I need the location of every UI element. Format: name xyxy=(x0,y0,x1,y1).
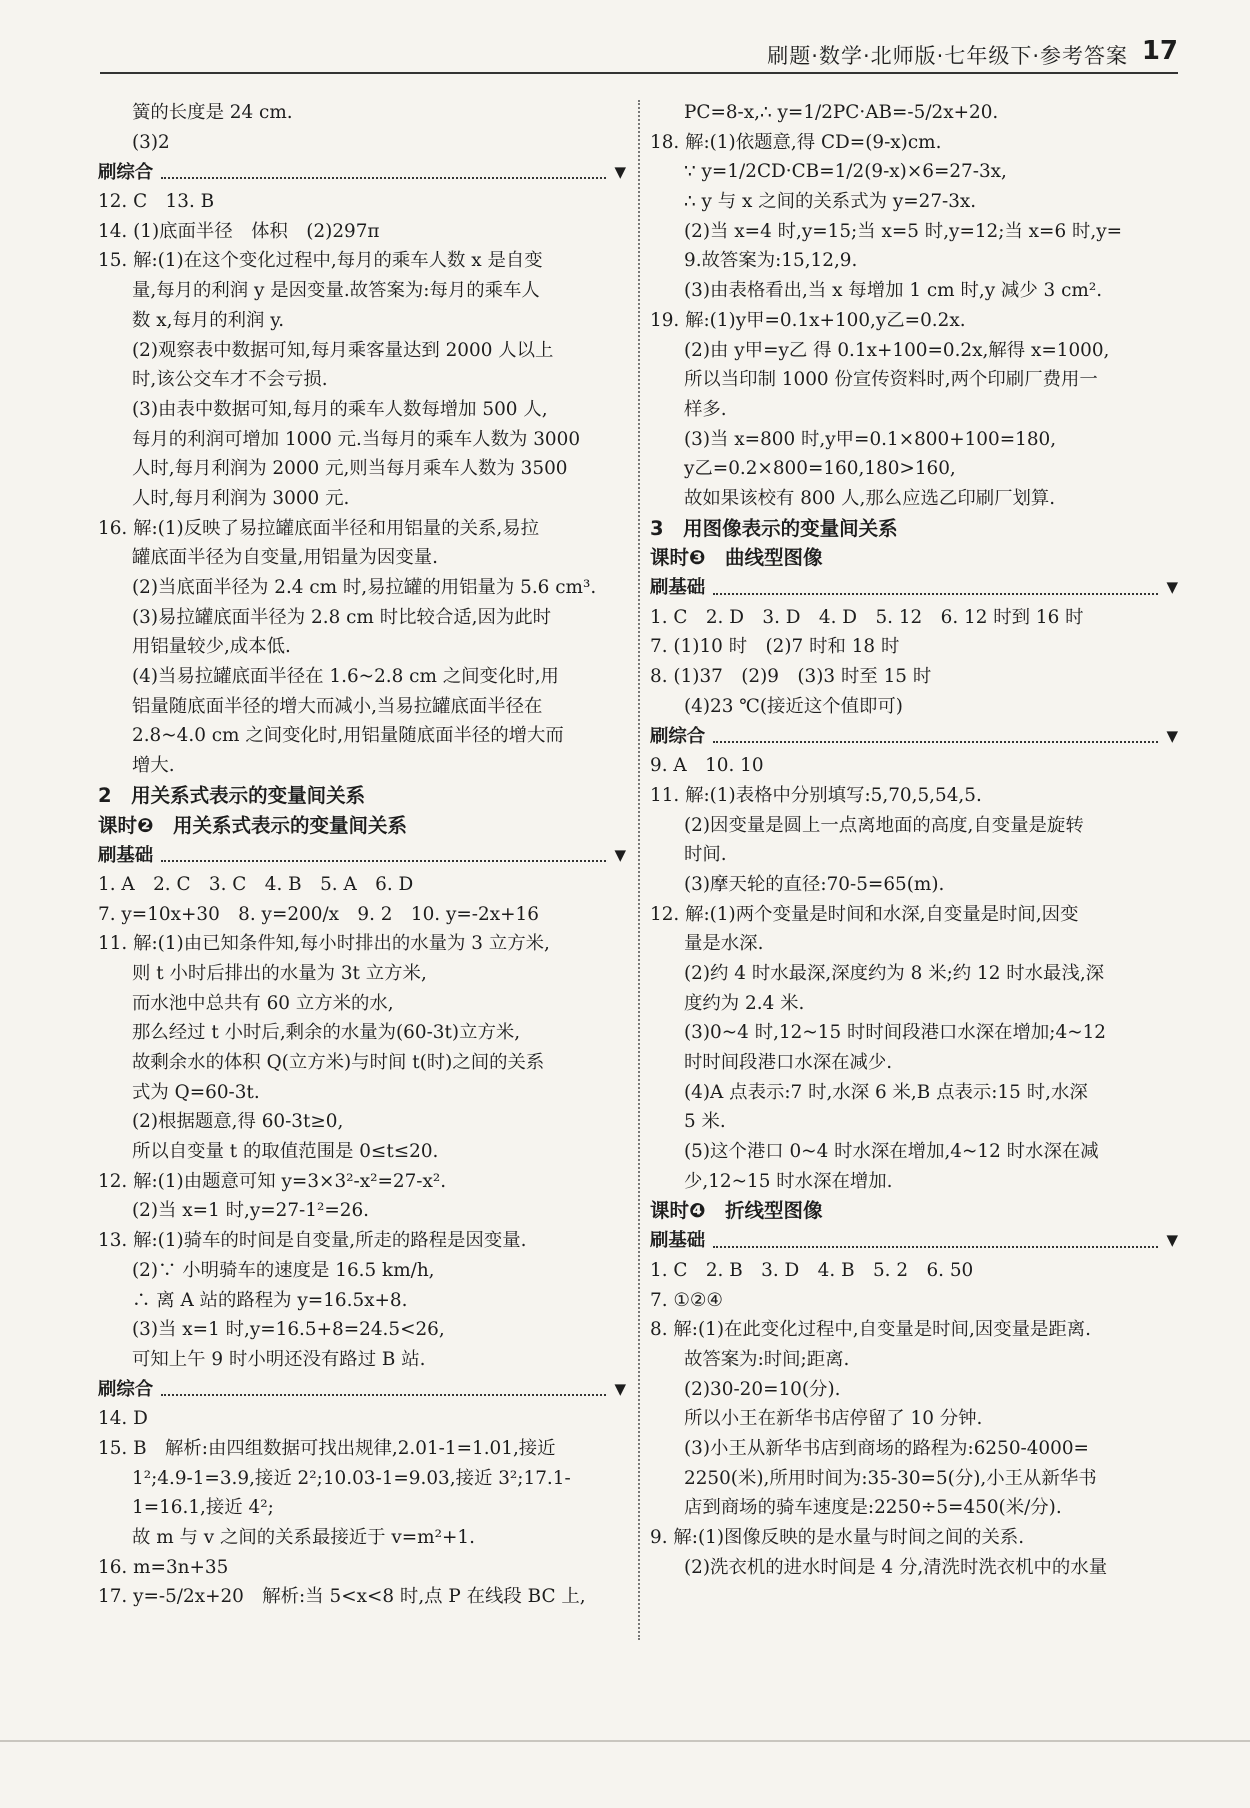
section-heading: 课时❹ 折线型图像 xyxy=(650,1199,823,1223)
section-heading: 3 用图像表示的变量间关系 xyxy=(650,516,898,540)
section-bar-label: 刷基础 xyxy=(650,577,706,599)
answer-line: 人时,每月利润为 3000 元. xyxy=(132,487,350,509)
answer-line: (2)观察表中数据可知,每月乘客量达到 2000 人以上 xyxy=(132,339,554,361)
answer-line: 11. 解:(1)由已知条件知,每小时排出的水量为 3 立方米, xyxy=(98,933,550,955)
answer-line: (3)当 x=1 时,y=16.5+8=24.5<26, xyxy=(132,1319,445,1341)
answer-line: 故剩余水的体积 Q(立方米)与时间 t(时)之间的关系 xyxy=(132,1052,545,1073)
answer-line: 9. 解:(1)图像反映的是水量与时间之间的关系. xyxy=(650,1527,1025,1548)
section-heading: 2 用关系式表示的变量间关系 xyxy=(98,783,366,807)
answer-line: 1. C 2. D 3. D 4. D 5. 12 6. 12 时到 16 时 xyxy=(650,606,1084,628)
section-bar xyxy=(98,840,626,870)
header-title: 刷题·数学·北师版·七年级下·参考答案 xyxy=(767,44,1128,68)
answer-line: 时间. xyxy=(684,844,727,866)
answer-line: 所以当印制 1000 份宣传资料时,两个印刷厂费用一 xyxy=(684,369,1098,391)
answer-line: 1=16.1,接近 4²; xyxy=(132,1497,274,1519)
answer-line: (2)当底面半径为 2.4 cm 时,易拉罐的用铝量为 5.6 cm³. xyxy=(132,577,597,598)
answer-line: (5)这个港口 0~4 时水深在增加,4~12 时水深在减 xyxy=(684,1141,1099,1163)
answer-line: (3)2 xyxy=(132,131,170,153)
answer-line: 式为 Q=60-3t. xyxy=(132,1081,260,1103)
section-bar-label: 刷综合 xyxy=(98,161,154,183)
section-bar-label: 刷综合 xyxy=(650,725,706,747)
answer-line: 7. ①②④ xyxy=(650,1289,723,1311)
answer-line: 所以小王在新华书店停留了 10 分钟. xyxy=(684,1408,983,1430)
page-bottom-edge xyxy=(0,1740,1250,1742)
answer-line: (2)∵ 小明骑车的速度是 16.5 km/h, xyxy=(132,1259,435,1281)
answer-line: 则 t 小时后排出的水量为 3t 立方米, xyxy=(132,962,427,984)
answer-line: 故如果该校有 800 人,那么应选乙印刷厂划算. xyxy=(684,487,1056,509)
answer-line: (2)由 y甲=y乙 得 0.1x+100=0.2x,解得 x=1000, xyxy=(684,339,1110,361)
answer-line: 故 m 与 v 之间的关系最接近于 v=m²+1. xyxy=(132,1527,475,1548)
section-heading: 课时❷ 用关系式表示的变量间关系 xyxy=(98,813,408,837)
column-divider xyxy=(638,100,640,1640)
answer-line: 13. 解:(1)骑车的时间是自变量,所走的路程是因变量. xyxy=(98,1230,527,1252)
answer-line: 17. y=-5/2x+20 解析:当 5<x<8 时,点 P 在线段 BC 上, xyxy=(98,1586,586,1608)
answer-line: (3)易拉罐底面半径为 2.8 cm 时比较合适,因为此时 xyxy=(132,606,552,628)
answer-line: 数 x,每月的利润 y. xyxy=(132,309,285,331)
dotted-leader xyxy=(713,729,1158,743)
answer-line: 9. A 10. 10 xyxy=(650,755,764,777)
answer-line: 铝量随底面半径的增大而减小,当易拉罐底面半径在 xyxy=(132,695,543,717)
answer-line: 那么经过 t 小时后,剩余的水量为(60-3t)立方米, xyxy=(132,1022,521,1044)
dotted-leader xyxy=(161,1382,606,1396)
answer-line: 可知上午 9 时小明还没有路过 B 站. xyxy=(132,1348,426,1370)
answer-line: 用铝量较少,成本低. xyxy=(132,636,291,658)
answer-line: 时,该公交车才不会亏损. xyxy=(132,369,328,391)
answer-line: 簧的长度是 24 cm. xyxy=(132,102,293,123)
answer-line: PC=8-x,∴ y=1/2PC·AB=-5/2x+20. xyxy=(684,102,999,123)
dotted-leader xyxy=(161,165,606,179)
dotted-leader xyxy=(713,1234,1158,1248)
triangle-down-icon: ▼ xyxy=(614,162,626,181)
answer-line: 1. C 2. B 3. D 4. B 5. 2 6. 50 xyxy=(650,1259,974,1281)
answer-line: y乙=0.2×800=160,180>160, xyxy=(684,458,956,480)
page-header xyxy=(100,34,1178,74)
triangle-down-icon: ▼ xyxy=(1166,1231,1178,1250)
answer-line: (3)摩天轮的直径:70-5=65(m). xyxy=(684,873,945,895)
answer-line: (2)因变量是圆上一点离地面的高度,自变量是旋转 xyxy=(684,814,1084,836)
answer-line: 14. (1)底面半径 体积 (2)297π xyxy=(98,220,380,242)
answer-line: (4)当易拉罐底面半径在 1.6~2.8 cm 之间变化时,用 xyxy=(132,666,559,688)
dotted-leader xyxy=(713,581,1158,595)
answer-line: 12. 解:(1)两个变量是时间和水深,自变量是时间,因变 xyxy=(650,903,1079,925)
answer-line: 度约为 2.4 米. xyxy=(684,992,805,1014)
answer-line: 样多. xyxy=(684,398,727,420)
answer-line: 16. 解:(1)反映了易拉罐底面半径和用铝量的关系,易拉 xyxy=(98,517,539,539)
answer-line: 8. (1)37 (2)9 (3)3 时至 15 时 xyxy=(650,666,932,688)
section-heading: 课时❸ 曲线型图像 xyxy=(650,546,823,570)
answer-line: 而水池中总共有 60 立方米的水, xyxy=(132,992,394,1014)
section-bar xyxy=(650,573,1178,603)
answer-line: (4)23 ℃(接近这个值即可) xyxy=(684,695,903,717)
answer-line: 所以自变量 t 的取值范围是 0≤t≤20. xyxy=(132,1141,439,1163)
triangle-down-icon: ▼ xyxy=(1166,726,1178,745)
answer-line: (3)0~4 时,12~15 时时间段港口水深在增加;4~12 xyxy=(684,1022,1107,1044)
answer-line: (2)当 x=4 时,y=15;当 x=5 时,y=12;当 x=6 时,y= xyxy=(684,220,1123,242)
answer-line: 2250(米),所用时间为:35-30=5(分),小王从新华书 xyxy=(684,1467,1097,1489)
triangle-down-icon: ▼ xyxy=(614,845,626,864)
page-number: 17 xyxy=(1141,36,1178,66)
left-column xyxy=(98,98,626,1612)
section-bar-label: 刷基础 xyxy=(650,1230,706,1252)
answer-line: 罐底面半径为自变量,用铝量为因变量. xyxy=(132,547,438,569)
section-bar xyxy=(98,157,626,187)
answer-line: 量是水深. xyxy=(684,933,764,955)
section-bar xyxy=(650,721,1178,751)
answer-line: (3)小王从新华书店到商场的路程为:6250-4000= xyxy=(684,1437,1089,1459)
section-bar xyxy=(98,1375,626,1405)
section-bar-label: 刷综合 xyxy=(98,1378,154,1400)
answer-line: 16. m=3n+35 xyxy=(98,1556,229,1578)
answer-line: (3)由表格看出,当 x 每增加 1 cm 时,y 减少 3 cm². xyxy=(684,280,1103,302)
answer-line: 1²;4.9-1=3.9,接近 2²;10.03-1=9.03,接近 3²;17.1- xyxy=(132,1467,571,1489)
answer-line: (2)根据题意,得 60-3t≥0, xyxy=(132,1111,344,1133)
answer-line: 人时,每月利润为 2000 元,则当每月乘车人数为 3500 xyxy=(132,458,568,480)
answer-line: 7. (1)10 时 (2)7 时和 18 时 xyxy=(650,636,900,658)
answer-line: 11. 解:(1)表格中分别填写:5,70,5,54,5. xyxy=(650,784,982,806)
answer-line: 18. 解:(1)依题意,得 CD=(9-x)cm. xyxy=(650,131,942,153)
answer-line: 故答案为:时间;距离. xyxy=(684,1348,850,1370)
dotted-leader xyxy=(161,848,606,862)
answer-line: 量,每月的利润 y 是因变量.故答案为:每月的乘车人 xyxy=(132,280,540,302)
right-column xyxy=(650,98,1178,1582)
answer-line: ∴ y 与 x 之间的关系式为 y=27-3x. xyxy=(684,191,977,213)
section-bar-label: 刷基础 xyxy=(98,844,154,866)
answer-line: (3)由表中数据可知,每月的乘车人数每增加 500 人, xyxy=(132,398,548,420)
section-bar xyxy=(650,1226,1178,1256)
answer-line: (4)A 点表示:7 时,水深 6 米,B 点表示:15 时,水深 xyxy=(684,1081,1088,1103)
answer-line: (2)约 4 时水最深,深度约为 8 米;约 12 时水最浅,深 xyxy=(684,962,1105,984)
answer-line: 每月的利润可增加 1000 元.当每月的乘车人数为 3000 xyxy=(132,428,581,450)
answer-line: (2)洗衣机的进水时间是 4 分,清洗时洗衣机中的水量 xyxy=(684,1556,1108,1578)
answer-line: 19. 解:(1)y甲=0.1x+100,y乙=0.2x. xyxy=(650,309,966,331)
answer-line: (3)当 x=800 时,y甲=0.1×800+100=180, xyxy=(684,428,1057,450)
answer-line: 14. D xyxy=(98,1408,148,1430)
answer-line: 5 米. xyxy=(684,1111,726,1133)
answer-line: 少,12~15 时水深在增加. xyxy=(684,1170,893,1192)
answer-line: 15. 解:(1)在这个变化过程中,每月的乘车人数 x 是自变 xyxy=(98,250,543,272)
answer-line: 增大. xyxy=(132,755,175,777)
answer-line: ∴ 离 A 站的路程为 y=16.5x+8. xyxy=(132,1289,408,1311)
answer-line: (2)30-20=10(分). xyxy=(684,1378,841,1400)
answer-line: 8. 解:(1)在此变化过程中,自变量是时间,因变量是距离. xyxy=(650,1319,1091,1341)
answer-line: 9.故答案为:15,12,9. xyxy=(684,250,858,272)
answer-line: (2)当 x=1 时,y=27-1²=26. xyxy=(132,1200,369,1222)
answer-line: 时时间段港口水深在减少. xyxy=(684,1052,893,1073)
answer-line: ∵ y=1/2CD·CB=1/2(9-x)×6=27-3x, xyxy=(684,161,1007,183)
answer-line: 1. A 2. C 3. C 4. B 5. A 6. D xyxy=(98,873,414,895)
answer-line: 店到商场的骑车速度是:2250÷5=450(米/分). xyxy=(684,1497,1062,1519)
answer-line: 7. y=10x+30 8. y=200/x 9. 2 10. y=-2x+16 xyxy=(98,903,539,925)
triangle-down-icon: ▼ xyxy=(614,1379,626,1398)
answer-line: 2.8~4.0 cm 之间变化时,用铝量随底面半径的增大而 xyxy=(132,725,564,747)
triangle-down-icon: ▼ xyxy=(1166,578,1178,597)
answer-line: 12. C 13. B xyxy=(98,191,215,213)
answer-line: 15. B 解析:由四组数据可找出规律,2.01-1=1.01,接近 xyxy=(98,1437,556,1459)
answer-line: 12. 解:(1)由题意可知 y=3×3²-x²=27-x². xyxy=(98,1170,447,1192)
